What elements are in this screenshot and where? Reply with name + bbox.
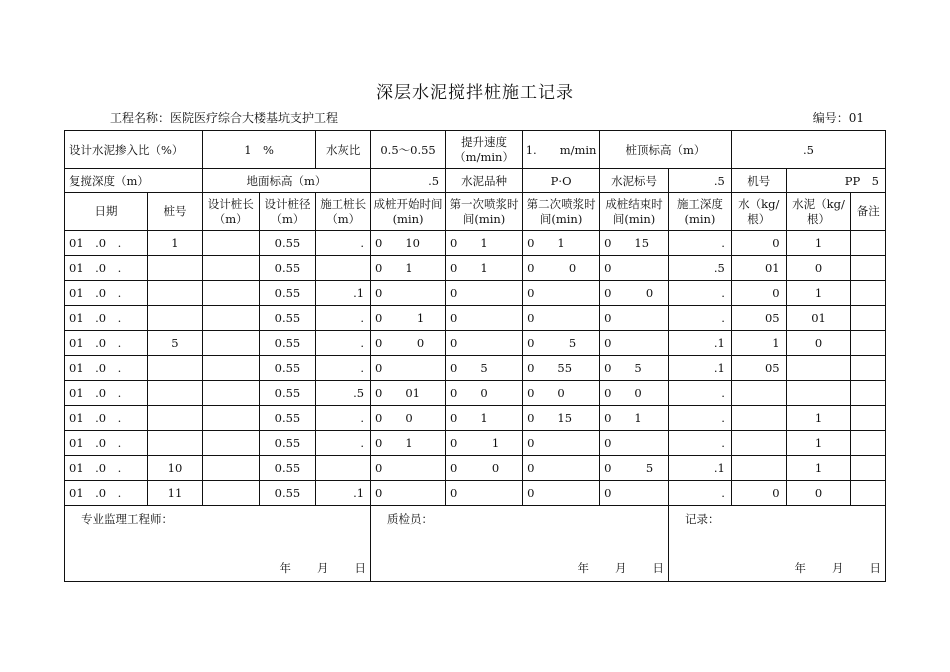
- table-cell: 0: [523, 431, 600, 456]
- table-cell: [851, 481, 886, 506]
- cement-type-value: P·O: [523, 169, 600, 193]
- table-cell: 0: [446, 481, 523, 506]
- table-cell: 1: [786, 406, 851, 431]
- table-row: [65, 256, 886, 281]
- table-cell: 0: [523, 481, 600, 506]
- table-cell: 1: [786, 281, 851, 306]
- table-cell: [202, 331, 259, 356]
- table-cell: [316, 456, 371, 481]
- table-cell: [148, 256, 203, 281]
- table-cell: 0 0: [523, 381, 600, 406]
- table-cell: [851, 431, 886, 456]
- table-cell: 0: [446, 306, 523, 331]
- table-cell: 0 55: [523, 356, 600, 381]
- column-header: 设计桩长（m）: [202, 193, 259, 231]
- table-cell: 0: [600, 331, 669, 356]
- table-cell: 11: [148, 481, 203, 506]
- table-cell: [148, 381, 203, 406]
- table-cell: 0 15: [600, 231, 669, 256]
- table-cell: [202, 231, 259, 256]
- table-cell: 0 10: [371, 231, 446, 256]
- inspector-date: 年 月 日: [577, 561, 665, 575]
- table-cell: 01 .0 .: [65, 456, 148, 481]
- table-cell: .: [669, 306, 732, 331]
- cement-grade-value: .5: [669, 169, 732, 193]
- table-row: [65, 281, 886, 306]
- recorder-label: 记录：: [685, 512, 720, 526]
- column-header: 日期: [65, 193, 148, 231]
- column-header: 成桩开始时间(min): [371, 193, 446, 231]
- table-cell: 0.55: [259, 331, 316, 356]
- table-cell: .: [669, 231, 732, 256]
- table-cell: [851, 256, 886, 281]
- table-cell: 0: [371, 356, 446, 381]
- table-row: [65, 356, 886, 381]
- recorder-date: 年 月 日: [794, 561, 881, 575]
- table-row: [65, 406, 886, 431]
- column-header: 水泥（kg/根）: [786, 193, 851, 231]
- table-row: [65, 456, 886, 481]
- table-cell: .1: [669, 331, 732, 356]
- table-cell: 0 0: [371, 331, 446, 356]
- table-cell: 0 1: [446, 431, 523, 456]
- page-title: 深层水泥搅拌桩施工记录: [376, 83, 574, 103]
- table-cell: .5: [316, 381, 371, 406]
- table-cell: 0.55: [259, 231, 316, 256]
- table-cell: 0: [446, 331, 523, 356]
- table-cell: [148, 431, 203, 456]
- table-row: [65, 431, 886, 456]
- table-cell: 5: [148, 331, 203, 356]
- water-cement-label: 水灰比: [316, 131, 371, 169]
- ground-elevation-value: .5: [371, 169, 446, 193]
- table-row: [65, 231, 886, 256]
- lift-speed-value: 1. m/min: [523, 131, 600, 169]
- table-cell: 01 .0 .: [65, 431, 148, 456]
- table-cell: .: [316, 231, 371, 256]
- table-cell: [851, 356, 886, 381]
- table-cell: [202, 281, 259, 306]
- table-cell: 0 1: [446, 256, 523, 281]
- table-cell: 0 0: [600, 381, 669, 406]
- table-cell: 0.55: [259, 306, 316, 331]
- table-cell: 0: [523, 281, 600, 306]
- table-row: [65, 306, 886, 331]
- table-cell: 0 1: [446, 406, 523, 431]
- table-cell: .: [316, 406, 371, 431]
- pile-top-label: 桩顶标高（m）: [600, 131, 732, 169]
- restir-depth-label: 复搅深度（m）: [65, 169, 203, 193]
- table-cell: [851, 231, 886, 256]
- table-cell: 1: [786, 431, 851, 456]
- lift-speed-label: 提升速度（m/min）: [446, 131, 523, 169]
- column-header: 第一次喷浆时间(min): [446, 193, 523, 231]
- table-cell: [148, 306, 203, 331]
- record-number: 编号：01: [812, 111, 864, 125]
- project-name: 工程名称：医院医疗综合大楼基坑支护工程: [110, 111, 339, 125]
- inspector-cell: [371, 506, 669, 582]
- table-cell: [202, 356, 259, 381]
- table-cell: [851, 381, 886, 406]
- table-cell: 0 1: [371, 256, 446, 281]
- table-cell: .1: [669, 456, 732, 481]
- column-header: 施工深度(min): [669, 193, 732, 231]
- table-cell: 0.55: [259, 281, 316, 306]
- table-cell: 0 1: [371, 306, 446, 331]
- table-cell: [851, 331, 886, 356]
- table-cell: [786, 381, 851, 406]
- table-cell: 01 .0 .: [65, 381, 148, 406]
- column-header: 备注: [851, 193, 886, 231]
- inspector-label: 质检员：: [387, 512, 434, 526]
- table-cell: [202, 481, 259, 506]
- cement-ratio-label: 设计水泥掺入比（%）: [65, 131, 203, 169]
- table-cell: .1: [316, 481, 371, 506]
- table-cell: [148, 356, 203, 381]
- supervisor-cell: [65, 506, 371, 582]
- column-header: 施工桩长（m）: [316, 193, 371, 231]
- table-cell: 0.55: [259, 456, 316, 481]
- machine-label: 机号: [731, 169, 786, 193]
- table-cell: 0 0: [600, 281, 669, 306]
- table-cell: 0 0: [446, 381, 523, 406]
- table-cell: 0 0: [371, 406, 446, 431]
- table-cell: 01: [786, 306, 851, 331]
- table-cell: 0 1: [371, 431, 446, 456]
- table-cell: 0: [371, 456, 446, 481]
- table-cell: 0.55: [259, 406, 316, 431]
- table-cell: [202, 431, 259, 456]
- table-cell: 0 5: [600, 456, 669, 481]
- table-cell: .: [316, 431, 371, 456]
- table-cell: 01 .0 .: [65, 281, 148, 306]
- table-cell: [851, 456, 886, 481]
- table-cell: 0.55: [259, 256, 316, 281]
- cement-grade-label: 水泥标号: [600, 169, 669, 193]
- header-row-1: [65, 131, 886, 169]
- signature-row: [65, 506, 886, 582]
- table-cell: 0.55: [259, 381, 316, 406]
- table-cell: 0: [731, 231, 786, 256]
- table-cell: [851, 406, 886, 431]
- table-cell: .: [316, 331, 371, 356]
- table-cell: [148, 406, 203, 431]
- table-cell: 0: [786, 331, 851, 356]
- table-cell: 0: [371, 481, 446, 506]
- cement-ratio-value: 1 %: [202, 131, 316, 169]
- table-cell: 0 1: [446, 231, 523, 256]
- column-header: 设计桩径（m）: [259, 193, 316, 231]
- table-cell: 0: [523, 456, 600, 481]
- table-cell: [202, 256, 259, 281]
- table-cell: .: [669, 281, 732, 306]
- machine-value: PP 5: [786, 169, 885, 193]
- table-cell: .: [669, 381, 732, 406]
- table-cell: [202, 381, 259, 406]
- table-cell: .: [669, 431, 732, 456]
- table-cell: [786, 356, 851, 381]
- table-cell: 0 1: [523, 231, 600, 256]
- column-header: 第二次喷浆时间(min): [523, 193, 600, 231]
- table-cell: 01: [731, 256, 786, 281]
- table-cell: .: [316, 356, 371, 381]
- table-cell: [148, 281, 203, 306]
- column-header: 水（kg/根）: [731, 193, 786, 231]
- table-cell: 0 5: [523, 331, 600, 356]
- table-cell: 0.55: [259, 356, 316, 381]
- table-cell: 0 0: [446, 456, 523, 481]
- table-cell: 01 .0 .: [65, 256, 148, 281]
- cement-type-label: 水泥品种: [446, 169, 523, 193]
- table-cell: [316, 256, 371, 281]
- construction-record-table: [64, 130, 886, 582]
- table-cell: 0.55: [259, 481, 316, 506]
- column-header-row: [65, 193, 886, 231]
- table-cell: .1: [316, 281, 371, 306]
- table-cell: 0: [786, 256, 851, 281]
- ground-elevation-label: 地面标高（m）: [202, 169, 370, 193]
- pile-top-value: .5: [731, 131, 885, 169]
- table-cell: .1: [669, 356, 732, 381]
- table-cell: 1: [731, 331, 786, 356]
- table-cell: .: [669, 481, 732, 506]
- table-cell: 0: [371, 281, 446, 306]
- table-cell: [731, 431, 786, 456]
- table-cell: 0 5: [446, 356, 523, 381]
- table-cell: .5: [669, 256, 732, 281]
- table-cell: 0: [731, 481, 786, 506]
- table-cell: 0: [600, 306, 669, 331]
- table-cell: [851, 281, 886, 306]
- table-cell: 01 .0 .: [65, 231, 148, 256]
- table-cell: 0 0: [523, 256, 600, 281]
- table-cell: [202, 456, 259, 481]
- supervisor-date: 年 月 日: [279, 561, 367, 575]
- water-cement-value: 0.5～0.55: [371, 131, 446, 169]
- table-row: [65, 331, 886, 356]
- table-cell: 10: [148, 456, 203, 481]
- table-cell: [731, 381, 786, 406]
- supervisor-label: 专业监理工程师：: [81, 512, 173, 526]
- table-cell: 01 .0 .: [65, 406, 148, 431]
- table-cell: [731, 406, 786, 431]
- table-cell: 0: [600, 256, 669, 281]
- table-cell: [851, 306, 886, 331]
- table-cell: [202, 406, 259, 431]
- table-cell: 1: [786, 231, 851, 256]
- table-cell: 01 .0 .: [65, 306, 148, 331]
- table-cell: 0 1: [600, 406, 669, 431]
- table-cell: 0: [523, 306, 600, 331]
- table-row: [65, 381, 886, 406]
- table-cell: .: [316, 306, 371, 331]
- table-cell: 0: [446, 281, 523, 306]
- table-cell: 01 .0 .: [65, 481, 148, 506]
- table-cell: 0: [731, 281, 786, 306]
- table-cell: 0 01: [371, 381, 446, 406]
- table-cell: 05: [731, 306, 786, 331]
- table-cell: 0: [600, 481, 669, 506]
- column-header: 成桩结束时间(min): [600, 193, 669, 231]
- table-cell: 01 .0 .: [65, 356, 148, 381]
- table-cell: 0.55: [259, 431, 316, 456]
- table-cell: [202, 306, 259, 331]
- table-row: [65, 481, 886, 506]
- table-cell: 0 5: [600, 356, 669, 381]
- table-cell: 1: [786, 456, 851, 481]
- table-cell: 05: [731, 356, 786, 381]
- table-cell: 0: [600, 431, 669, 456]
- data-rows: [65, 231, 886, 506]
- table-cell: 1: [148, 231, 203, 256]
- header-row-2: [65, 169, 886, 193]
- table-cell: 0 15: [523, 406, 600, 431]
- table-cell: 0: [786, 481, 851, 506]
- table-cell: [731, 456, 786, 481]
- recorder-cell: [669, 506, 886, 582]
- column-header: 桩号: [148, 193, 203, 231]
- table-cell: .: [669, 406, 732, 431]
- table-cell: 01 .0 .: [65, 331, 148, 356]
